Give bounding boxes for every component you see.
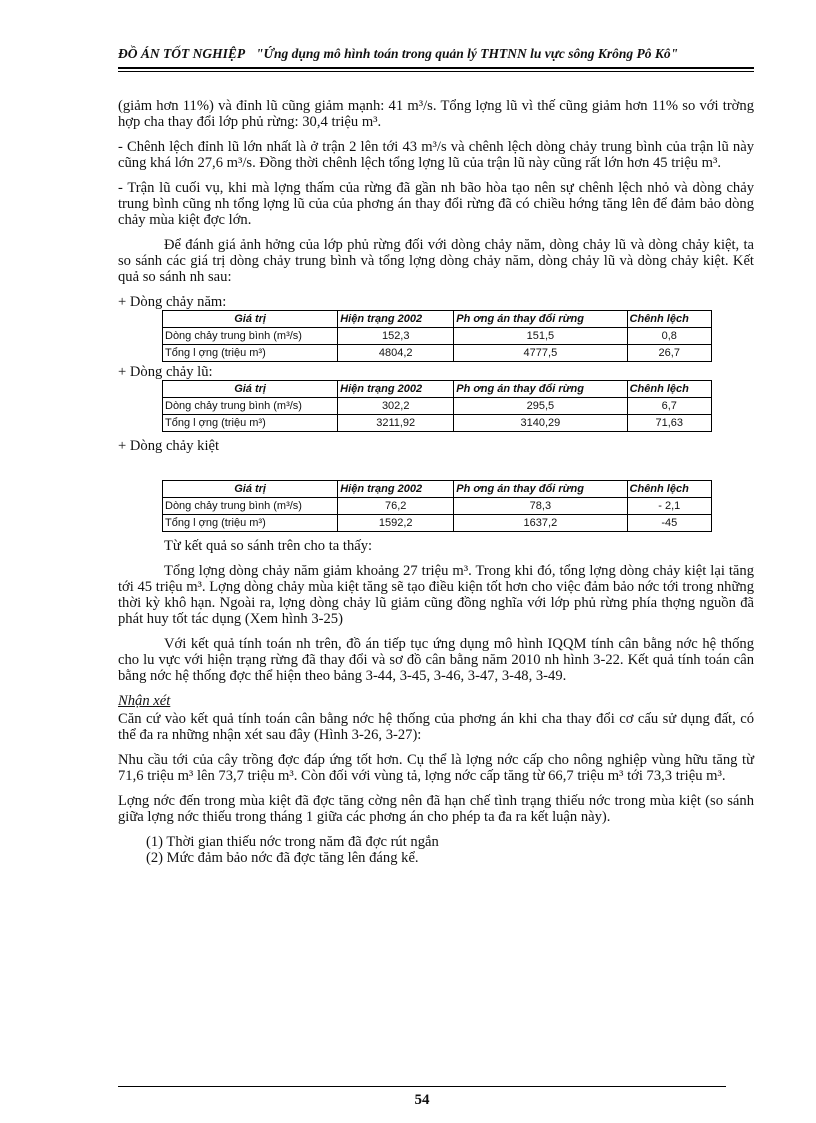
table-cell: 4777,5 [454,345,627,362]
list-item: (1) Thời gian thiếu nớc trong năm đã đợc rút ngắn [146,834,439,850]
page-number: 54 [414,1092,430,1108]
paragraph-3: - Trận lũ cuối vụ, khi mà lợng thấm của rừng đã gần nh bão hòa tạo nên sự chênh lệch nhỏ và dòng chảy trung bình cũng nh tổng lợng lũ của của phơng án thay đổi rừng đã có chiều hớng tăng lên để đảm bảo dòng chảy mùa kiệt đợc lớn. [118,180,754,228]
row-label: Dòng chảy trung bình (m³/s) [163,328,338,345]
footer-rule [118,1086,726,1087]
dry-flow-table [162,480,712,532]
column-header: Giá trị [163,311,338,328]
table-cell: 6,7 [627,398,711,415]
header-rule-thin [118,71,754,72]
table-cell: 76,2 [338,498,454,515]
table-cell: 1592,2 [338,515,454,532]
column-header: Ph ơng án thay đổi rừng [454,311,627,328]
table-cell: 302,2 [338,398,454,415]
table-row [163,498,712,515]
table-header-row [163,311,712,328]
column-header: Chênh lệch [627,381,711,398]
row-label: Tổng l ợng (triệu m³) [163,345,338,362]
paragraph-8: Căn cứ vào kết quả tính toán cân bằng nớc hệ thống của phơng án khi cha thay đổi cơ cấu sử dụng đất, có thể đa ra những nhận xét sau đây (Hình 3-26, 3-27): [118,711,754,743]
paragraph-5: Từ kết quả so sánh trên cho ta thấy: [164,538,373,554]
header-title: "Ứng dụng mô hình toán trong quản lý THTNN lu vực sông Krông Pô Kô" [256,46,679,61]
table-row [163,415,712,432]
column-header: Hiện trạng 2002 [338,481,454,498]
table-cell: 4804,2 [338,345,454,362]
dry-flow-label: + Dòng chảy kiệt [118,438,220,454]
paragraph-2: - Chênh lệch đỉnh lũ lớn nhất là ở trận 2 lên tới 43 m³/s và chênh lệch dòng chảy trung bình của trận lũ này cũng khá lớn 27,6 m³/s. Đồng thời chênh lệch tổng lợng lũ của trận lũ này cũng rất lớn hơn 45 triệu m³. [118,139,754,171]
header-rule [118,67,754,69]
column-header: Ph ơng án thay đổi rừng [454,381,627,398]
table-cell: -45 [627,515,711,532]
header-project: ĐỒ ÁN TỐT NGHIỆP [118,46,245,61]
paragraph-6: Tổng lợng dòng chảy năm giảm khoảng 27 triệu m³. Trong khi đó, tổng lợng dòng chảy kiệt lại tăng tới 45 triệu m³. Lợng dòng chảy mùa kiệt tăng sẽ tạo điều kiện tốt hơn cho việc đảm bảo nớc tới trong những thời kỳ khô hạn. Ngoài ra, lợng dòng chảy lũ giảm cũng đồng nghĩa với lớp phủ rừng phía thợng nguồn đã phát huy tốt tác dụng (Xem hình 3-25) [118,563,754,627]
table-cell: 3140,29 [454,415,627,432]
spacer [118,454,754,480]
column-header: Ph ơng án thay đổi rừng [454,481,627,498]
paragraph-1: (giảm hơn 11%) và đỉnh lũ cũng giảm mạnh: 41 m³/s. Tổng lợng lũ vì thế cũng giảm hơn 11% so với trờng hợp cha thay đổi lớp phủ rừng: 30,4 triệu m³. [118,98,754,130]
column-header: Chênh lệch [627,481,711,498]
column-header: Giá trị [163,481,338,498]
table-row [163,345,712,362]
row-label: Tổng l ợng (triệu m³) [163,515,338,532]
column-header: Giá trị [163,381,338,398]
paragraph-9: Nhu cầu tới của cây trồng đợc đáp ứng tốt hơn. Cụ thể là lợng nớc cấp cho nông nghiệp vùng hữu tăng từ 71,6 triệu m³ lên 73,7 triệu m³. Còn đối với vùng tả, lợng nớc cấp tăng từ 66,7 triệu m³ tới 73,3 triệu m³. [118,752,754,784]
column-header: Hiện trạng 2002 [338,311,454,328]
page-header [118,46,754,62]
table-cell: 71,63 [627,415,711,432]
row-label: Dòng chảy trung bình (m³/s) [163,498,338,515]
table-row [163,398,712,415]
column-header: Hiện trạng 2002 [338,381,454,398]
table-cell: 3211,92 [338,415,454,432]
table-cell: 152,3 [338,328,454,345]
row-label: Tổng l ợng (triệu m³) [163,415,338,432]
table-cell: - 2,1 [627,498,711,515]
column-header: Chênh lệch [627,311,711,328]
table-header-row [163,381,712,398]
remarks-heading: Nhận xét [118,693,171,709]
body-content [118,98,754,866]
table-row [163,515,712,532]
flood-flow-label: + Dòng chảy lũ: [118,364,213,380]
table-cell: 78,3 [454,498,627,515]
table-cell: 0,8 [627,328,711,345]
row-label: Dòng chảy trung bình (m³/s) [163,398,338,415]
paragraph-4: Để đánh giá ảnh hởng của lớp phủ rừng đối với dòng chảy năm, dòng chảy lũ và dòng chảy kiệt, ta so sánh các giá trị dòng chảy trung bình và tổng lợng dòng chảy năm, dòng chảy lũ và dòng chảy kiệt. Kết quả so sánh nh sau: [118,237,754,285]
list-item: (2) Mức đảm bảo nớc đã đợc tăng lên đáng kể. [146,850,419,866]
table-cell: 26,7 [627,345,711,362]
annual-flow-label: + Dòng chảy năm: [118,294,227,310]
table-row [163,328,712,345]
table-cell: 1637,2 [454,515,627,532]
paragraph-7: Với kết quả tính toán nh trên, đồ án tiếp tục ứng dụng mô hình IQQM tính cân bằng nớc hệ thống cho lu vực với hiện trạng rừng đã thay đổi và sơ đồ cân bằng năm 2010 nh hình 3-22. Kết quả tính toán cân bằng nớc hệ thống đợc thể hiện theo bảng 3-44, 3-45, 3-46, 3-47, 3-48, 3-49. [118,636,754,684]
flood-flow-table [162,380,712,432]
table-header-row [163,481,712,498]
table-cell: 151,5 [454,328,627,345]
table-cell: 295,5 [454,398,627,415]
annual-flow-table [162,310,712,362]
paragraph-10: Lợng nớc đến trong mùa kiệt đã đợc tăng cờng nên đã hạn chế tình trạng thiếu nớc trong mùa kiệt (so sánh giữa lợng nớc thiếu trong tháng 1 giữa các phơng án cho phép ta đa ra kết luận này). [118,793,754,825]
